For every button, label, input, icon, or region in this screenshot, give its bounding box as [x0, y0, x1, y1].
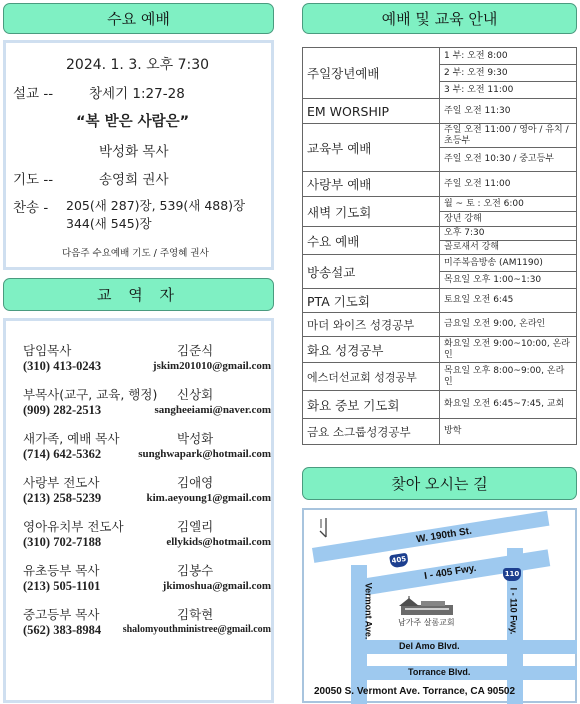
staff-email[interactable]: sangheeiami@naver.com: [154, 404, 271, 416]
staff-email[interactable]: sunghwapark@hotmail.com: [138, 448, 271, 460]
schedule-name: PTA 기도회: [303, 289, 440, 313]
schedule-name: 화요 성경공부: [303, 337, 440, 363]
staff-name: 박성화: [177, 431, 214, 446]
schedule-name: 금요 소그룹성경공부: [303, 419, 440, 445]
label-w190: W. 190th St.: [415, 525, 473, 546]
schedule-row: [303, 391, 577, 419]
label-i110: I - 110 Fwy.: [508, 587, 519, 635]
road-delamo: [351, 640, 577, 654]
preacher: 박성화 목사: [99, 144, 169, 160]
staff-name: 김학현: [177, 607, 214, 622]
staff-entry: [23, 605, 271, 645]
staff-entry: [23, 429, 271, 469]
staff-entry: [23, 385, 271, 425]
label-delamo: Del Amo Blvd.: [399, 641, 460, 651]
schedule-time: 목요일 오후 8:00~9:00, 온라인: [440, 363, 577, 391]
directions-map[interactable]: [302, 508, 577, 703]
schedule-time: 2 부: 오전 9:30: [440, 65, 577, 82]
schedule-row: [303, 48, 577, 65]
worship-title: 수요 예배: [107, 10, 170, 28]
staff-role: 영아유치부 전도사: [23, 519, 124, 534]
sermon-title: “복 받은 사람은”: [76, 114, 190, 130]
schedule-row: [303, 363, 577, 391]
schedule-row: [303, 337, 577, 363]
staff-email[interactable]: kim.aeyoung1@gmail.com: [146, 492, 271, 504]
staff-email[interactable]: shalomyouthministree@gmail.com: [122, 624, 271, 635]
worship-datetime: 2024. 1. 3. 오후 7:30: [66, 57, 210, 73]
staff-name: 김봉수: [177, 563, 214, 578]
schedule-time: 월 ~ 토 : 오전 6:00: [440, 197, 577, 212]
staff-name: 김엘리: [177, 519, 214, 534]
directions-title: 찾아 오시는 길: [391, 475, 488, 493]
staff-name: 김애영: [177, 475, 214, 490]
schedule-time: 장년 강해: [440, 212, 577, 227]
staff-role: 유초등부 목사: [23, 563, 100, 578]
schedule-row: [303, 255, 577, 272]
staff-email[interactable]: ellykids@hotmail.com: [166, 536, 271, 548]
staff-phone: (310) 702-7188: [23, 535, 102, 549]
schedule-title: 예배 및 교육 안내: [381, 10, 498, 28]
directions-header: [302, 467, 577, 500]
label-torrance: Torrance Blvd.: [408, 667, 471, 677]
schedule-row: [303, 99, 577, 124]
schedule-name: 교육부 예배: [303, 124, 440, 172]
schedule-name: 사랑부 예배: [303, 172, 440, 197]
schedule-header: [302, 3, 577, 34]
schedule-name: 수요 예배: [303, 227, 440, 255]
schedule-time: 주일 오전 11:30: [440, 99, 577, 124]
schedule-time: 주일 오전 11:00: [440, 172, 577, 197]
schedule-name: 화요 중보 기도회: [303, 391, 440, 419]
prayer-label: 기도 --: [13, 172, 54, 188]
staff-entry: [23, 561, 271, 601]
staff-name: 김준식: [177, 343, 214, 358]
staff-email[interactable]: jskim201010@gmail.com: [152, 360, 271, 372]
next-week-note: 다음주 수요예배 기도 / 주영혜 권사: [62, 248, 209, 259]
staff-phone: (714) 642-5362: [23, 447, 102, 461]
schedule-name: 주일장년예배: [303, 48, 440, 99]
staff-entry: [23, 473, 271, 513]
scripture: 창세기 1:27-28: [89, 86, 185, 102]
schedule-time: 목요일 오후 1:00~1:30: [440, 272, 577, 289]
schedule-time: 금요일 오전 9:00, 온라인: [440, 313, 577, 337]
hymn-label: 찬송 -: [13, 200, 49, 216]
shield-110-icon: 110: [503, 568, 521, 581]
staff-role: 중고등부 목사: [23, 607, 100, 622]
staff-entry: [23, 341, 271, 381]
church-label: 남가주 살롬교회: [398, 618, 455, 627]
schedule-time: 주일 오전 11:00 / 영아 / 유치 / 초등부: [440, 124, 577, 148]
schedule-time: 1 부: 오전 8:00: [440, 48, 577, 65]
schedule-time: 화요일 오전 9:00~10:00, 온라인: [440, 337, 577, 363]
schedule-row: [303, 172, 577, 197]
schedule-row: [303, 227, 577, 241]
church-building-icon: [399, 596, 455, 616]
schedule-time: 토요일 오전 6:45: [440, 289, 577, 313]
schedule-name: 마더 와이즈 성경공부: [303, 313, 440, 337]
schedule-row: [303, 419, 577, 445]
staff-phone: (213) 258-5239: [23, 491, 102, 505]
staff-phone: (310) 413-0243: [23, 359, 102, 373]
schedule-name: 새벽 기도회: [303, 197, 440, 227]
sermon-label: 설교 --: [13, 86, 54, 102]
staff-header: [3, 278, 274, 311]
schedule-time: 미주복음방송 (AM1190): [440, 255, 577, 272]
schedule-time: 주일 오전 10:30 / 중고등부: [440, 148, 577, 172]
schedule-row: [303, 124, 577, 148]
staff-role: 사랑부 전도사: [23, 475, 100, 490]
worship-header: [3, 3, 274, 34]
schedule-time: 방학: [440, 419, 577, 445]
schedule-row: [303, 313, 577, 337]
schedule-time: 화요일 오전 6:45~7:45, 교회: [440, 391, 577, 419]
schedule-row: [303, 197, 577, 212]
schedule-time: 3 부: 오전 11:00: [440, 82, 577, 99]
schedule-name: EM WORSHIP: [303, 99, 440, 124]
north-arrow-icon: [318, 516, 334, 538]
staff-role: 새가족, 예배 목사: [23, 431, 120, 446]
staff-entry: [23, 517, 271, 557]
label-vermont: Vermont Ave.: [363, 582, 374, 640]
staff-phone: (213) 505-1101: [23, 579, 101, 593]
staff-panel: [3, 318, 274, 703]
label-i405: I - 405 Fwy.: [423, 562, 478, 583]
hymn-line2: 344(새 545)장: [66, 216, 152, 231]
worship-panel: [3, 40, 274, 270]
staff-role: 부목사(교구, 교육, 행정): [23, 387, 158, 402]
staff-name: 신상회: [177, 387, 214, 402]
schedule-row: [303, 289, 577, 313]
address[interactable]: 20050 S. Vermont Ave. Torrance, CA 90502: [314, 686, 516, 697]
staff-phone: (909) 282-2513: [23, 403, 102, 417]
shield-405-icon: 405: [389, 553, 409, 569]
staff-phone: (562) 383-8984: [23, 623, 102, 637]
schedule-time: 골로새서 강해: [440, 241, 577, 255]
hymn-line1: 205(새 287)장, 539(새 488)장: [66, 198, 246, 213]
schedule-name: 에스더선교회 성경공부: [303, 363, 440, 391]
staff-title: 교 역 자: [96, 286, 180, 304]
schedule-time: 오후 7:30: [440, 227, 577, 241]
prayer-person: 송영희 권사: [99, 172, 169, 188]
schedule-name: 방송설교: [303, 255, 440, 289]
staff-role: 담임목사: [23, 343, 72, 358]
schedule-table: [302, 47, 577, 445]
staff-email[interactable]: jkimoshua@gmail.com: [162, 580, 271, 592]
